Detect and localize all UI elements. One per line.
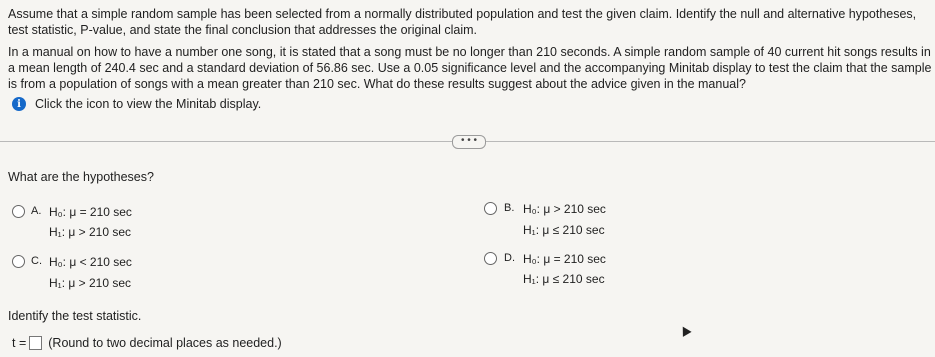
- option-b-h1: H₁: μ ≤ 210 sec: [523, 223, 605, 237]
- minitab-hint-label: Click the icon to view the Minitab display.: [35, 97, 262, 111]
- hypotheses-question: What are the hypotheses?: [8, 170, 154, 184]
- option-c-letter: C.: [31, 255, 42, 267]
- option-a-h0: H₀: μ = 210 sec: [49, 205, 132, 219]
- test-statistic-input[interactable]: [29, 336, 42, 350]
- option-d-letter: D.: [504, 252, 515, 264]
- more-button[interactable]: • • •: [452, 135, 486, 149]
- mouse-cursor-icon: [678, 324, 691, 337]
- option-c-radio[interactable]: [12, 255, 25, 268]
- minitab-hint[interactable]: [12, 97, 261, 111]
- scenario-text: In a manual on how to have a number one song, it is stated that a song must be no longer than 210 seconds. A simple random sample of 40 current hit songs results in a mean length of 240.4 sec and a standard deviation of 56.86 sec. Use a 0.05 significance level and the accompanying Minitab display to test the claim that the sample is from a population of songs with a mean greater than 210 sec. What do these results suggest about the advice given in the manual?: [8, 45, 932, 91]
- option-c-h1: H₁: μ > 210 sec: [49, 276, 132, 290]
- option-d-h0: H₀: μ = 210 sec: [523, 252, 606, 266]
- t-prefix: t =: [12, 336, 27, 350]
- instructions-text: Assume that a simple random sample has been selected from a normally distributed population and test the given claim. Identify the null and alternative hypotheses, test statistic, P-value, and state the final conclusion that addresses the original claim.: [8, 7, 917, 37]
- option-c-h0: H₀: μ < 210 sec: [49, 255, 132, 269]
- option-d-radio[interactable]: [484, 252, 497, 265]
- option-a-h1: H₁: μ > 210 sec: [49, 225, 132, 239]
- test-statistic-answer-row: [12, 336, 282, 350]
- option-a-letter: A.: [31, 205, 42, 217]
- rounding-note: (Round to two decimal places as needed.): [48, 336, 282, 350]
- test-statistic-question: Identify the test statistic.: [8, 309, 142, 323]
- info-icon[interactable]: i: [12, 97, 26, 111]
- option-a-radio[interactable]: [12, 205, 25, 218]
- option-b-letter: B.: [504, 202, 515, 214]
- option-b-radio[interactable]: [484, 202, 497, 215]
- option-b-h0: H₀: μ > 210 sec: [523, 202, 606, 216]
- option-d-h1: H₁: μ ≤ 210 sec: [523, 272, 605, 286]
